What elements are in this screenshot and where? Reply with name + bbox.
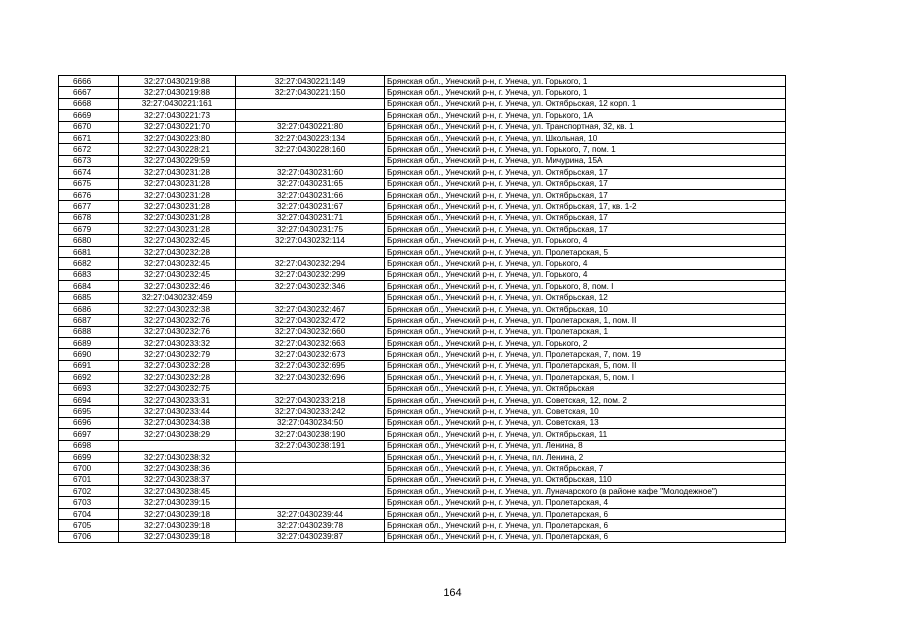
object-number-cell [236,451,385,462]
table-row [59,155,786,166]
row-number-cell: 6680 [59,235,119,246]
property-registry-table [58,75,786,543]
address-cell: Брянская обл., Унечский р-н, г. Унеча, ул. Горького, 7, пом. 1 [385,144,786,155]
object-number-cell: 32:27:0430238:191 [236,440,385,451]
table-row [59,326,786,337]
address-cell: Брянская обл., Унечский р-н, г. Унеча, ул. Октябрьская, 17 [385,212,786,223]
object-number-cell: 32:27:0430234:50 [236,417,385,428]
row-number-cell: 6675 [59,178,119,189]
table-row [59,360,786,371]
address-cell: Брянская обл., Унечский р-н, г. Унеча, ул. Пролетарская, 1 [385,326,786,337]
cadastral-number-cell: 32:27:0430232:45 [119,258,236,269]
cadastral-number-cell: 32:27:0430238:45 [119,486,236,497]
cadastral-number-cell: 32:27:0430232:46 [119,281,236,292]
object-number-cell: 32:27:0430231:65 [236,178,385,189]
address-cell: Брянская обл., Унечский р-н, г. Унеча, пл. Ленина, 2 [385,451,786,462]
row-number-cell: 6697 [59,429,119,440]
cadastral-number-cell: 32:27:0430233:44 [119,406,236,417]
object-number-cell: 32:27:0430232:696 [236,372,385,383]
object-number-cell: 32:27:0430221:80 [236,121,385,132]
object-number-cell [236,383,385,394]
address-cell: Брянская обл., Унечский р-н, г. Унеча, ул. Октябрьская, 17, кв. 1-2 [385,201,786,212]
object-number-cell: 32:27:0430231:66 [236,189,385,200]
row-number-cell: 6694 [59,394,119,405]
object-number-cell: 32:27:0430232:660 [236,326,385,337]
row-number-cell: 6692 [59,372,119,383]
row-number-cell: 6695 [59,406,119,417]
address-cell: Брянская обл., Унечский р-н, г. Унеча, ул. Горького, 1А [385,110,786,121]
cadastral-number-cell: 32:27:0430239:15 [119,497,236,508]
cadastral-number-cell: 32:27:0430231:28 [119,224,236,235]
table-row [59,258,786,269]
row-number-cell: 6674 [59,167,119,178]
table-row [59,224,786,235]
object-number-cell [236,486,385,497]
table-row [59,349,786,360]
cadastral-number-cell: 32:27:0430232:76 [119,326,236,337]
table-row [59,474,786,485]
cadastral-number-cell: 32:27:0430221:70 [119,121,236,132]
cadastral-number-cell: 32:27:0430232:28 [119,360,236,371]
address-cell: Брянская обл., Унечский р-н, г. Унеча, ул. Октябрьская, 17 [385,178,786,189]
address-cell: Брянская обл., Унечский р-н, г. Унеча, ул. Пролетарская, 5, пом. II [385,360,786,371]
row-number-cell: 6689 [59,337,119,348]
table-row [59,246,786,257]
address-cell: Брянская обл., Унечский р-н, г. Унеча, ул. Октябрьская, 12 [385,292,786,303]
address-cell: Брянская обл., Унечский р-н, г. Унеча, ул. Пролетарская, 1, пом. II [385,315,786,326]
cadastral-number-cell: 32:27:0430231:28 [119,212,236,223]
row-number-cell: 6683 [59,269,119,280]
address-cell: Брянская обл., Унечский р-н, г. Унеча, ул. Горького, 2 [385,337,786,348]
cadastral-number-cell: 32:27:0430233:31 [119,394,236,405]
row-number-cell: 6687 [59,315,119,326]
row-number-cell: 6698 [59,440,119,451]
cadastral-number-cell: 32:27:0430238:37 [119,474,236,485]
table-row [59,383,786,394]
table-row [59,132,786,143]
cadastral-number-cell: 32:27:0430219:88 [119,87,236,98]
address-cell: Брянская обл., Унечский р-н, г. Унеча, ул. Горького, 1 [385,87,786,98]
object-number-cell [236,98,385,109]
address-cell: Брянская обл., Унечский р-н, г. Унеча, ул. Мичурина, 15А [385,155,786,166]
cadastral-number-cell: 32:27:0430221:161 [119,98,236,109]
row-number-cell: 6702 [59,486,119,497]
row-number-cell: 6676 [59,189,119,200]
cadastral-number-cell: 32:27:0430238:36 [119,463,236,474]
table-row [59,281,786,292]
address-cell: Брянская обл., Унечский р-н, г. Унеча, ул. Пролетарская, 5 [385,246,786,257]
address-cell: Брянская обл., Унечский р-н, г. Унеча, ул. Пролетарская, 6 [385,508,786,519]
object-number-cell: 32:27:0430239:78 [236,520,385,531]
row-number-cell: 6681 [59,246,119,257]
object-number-cell: 32:27:0430221:149 [236,76,385,87]
object-number-cell: 32:27:0430223:134 [236,132,385,143]
row-number-cell: 6703 [59,497,119,508]
table-row [59,531,786,542]
table-row [59,76,786,87]
table-row [59,167,786,178]
row-number-cell: 6677 [59,201,119,212]
table-row [59,508,786,519]
address-cell: Брянская обл., Унечский р-н, г. Унеча, ул. Октябрьская, 10 [385,303,786,314]
address-cell: Брянская обл., Унечский р-н, г. Унеча, ул. Октябрьская, 17 [385,189,786,200]
table-row [59,121,786,132]
table-row [59,235,786,246]
object-number-cell: 32:27:0430232:346 [236,281,385,292]
table-row [59,451,786,462]
row-number-cell: 6693 [59,383,119,394]
row-number-cell: 6699 [59,451,119,462]
row-number-cell: 6672 [59,144,119,155]
object-number-cell: 32:27:0430231:60 [236,167,385,178]
cadastral-number-cell: 32:27:0430232:28 [119,372,236,383]
table-row [59,372,786,383]
address-cell: Брянская обл., Унечский р-н, г. Унеча, ул. Горького, 4 [385,235,786,246]
table-row [59,463,786,474]
table-row [59,110,786,121]
object-number-cell: 32:27:0430228:160 [236,144,385,155]
object-number-cell: 32:27:0430232:673 [236,349,385,360]
cadastral-number-cell: 32:27:0430231:28 [119,167,236,178]
cadastral-number-cell: 32:27:0430231:28 [119,201,236,212]
row-number-cell: 6686 [59,303,119,314]
row-number-cell: 6704 [59,508,119,519]
address-cell: Брянская обл., Унечский р-н, г. Унеча, ул. Пролетарская, 6 [385,520,786,531]
table-row [59,98,786,109]
cadastral-number-cell: 32:27:0430239:18 [119,531,236,542]
row-number-cell: 6679 [59,224,119,235]
row-number-cell: 6691 [59,360,119,371]
object-number-cell: 32:27:0430232:467 [236,303,385,314]
object-number-cell: 32:27:0430231:67 [236,201,385,212]
page-number: 164 [443,587,462,599]
cadastral-number-cell [119,440,236,451]
object-number-cell: 32:27:0430232:299 [236,269,385,280]
table-row [59,315,786,326]
address-cell: Брянская обл., Унечский р-н, г. Унеча, ул. Горького, 4 [385,269,786,280]
table-row [59,303,786,314]
object-number-cell [236,463,385,474]
table-row [59,201,786,212]
object-number-cell: 32:27:0430239:44 [236,508,385,519]
cadastral-number-cell: 32:27:0430232:76 [119,315,236,326]
row-number-cell: 6667 [59,87,119,98]
row-number-cell: 6705 [59,520,119,531]
object-number-cell: 32:27:0430233:218 [236,394,385,405]
address-cell: Брянская обл., Унечский р-н, г. Унеча, ул. Октябрьская, 11 [385,429,786,440]
row-number-cell: 6678 [59,212,119,223]
object-number-cell: 32:27:0430232:294 [236,258,385,269]
table-row [59,178,786,189]
address-cell: Брянская обл., Унечский р-н, г. Унеча, ул. Транспортная, 32, кв. 1 [385,121,786,132]
cadastral-number-cell: 32:27:0430223:80 [119,132,236,143]
object-number-cell [236,110,385,121]
table-row [59,144,786,155]
cadastral-number-cell: 32:27:0430232:45 [119,235,236,246]
object-number-cell: 32:27:0430232:663 [236,337,385,348]
cadastral-number-cell: 32:27:0430232:28 [119,246,236,257]
address-cell: Брянская обл., Унечский р-н, г. Унеча, ул. Пролетарская, 6 [385,531,786,542]
object-number-cell: 32:27:0430232:472 [236,315,385,326]
row-number-cell: 6666 [59,76,119,87]
row-number-cell: 6700 [59,463,119,474]
address-cell: Брянская обл., Унечский р-н, г. Унеча, ул. Луначарского (в районе кафе "Молодежное") [385,486,786,497]
address-cell: Брянская обл., Унечский р-н, г. Унеча, ул. Октябрьская, 17 [385,224,786,235]
address-cell: Брянская обл., Унечский р-н, г. Унеча, ул. Горького, 1 [385,76,786,87]
row-number-cell: 6701 [59,474,119,485]
table-row [59,337,786,348]
address-cell: Брянская обл., Унечский р-н, г. Унеча, ул. Октябрьская, 7 [385,463,786,474]
address-cell: Брянская обл., Унечский р-н, г. Унеча, ул. Ленина, 8 [385,440,786,451]
address-cell: Брянская обл., Унечский р-н, г. Унеча, ул. Школьная, 10 [385,132,786,143]
address-cell: Брянская обл., Унечский р-н, г. Унеча, ул. Горького, 4 [385,258,786,269]
table-row [59,486,786,497]
row-number-cell: 6682 [59,258,119,269]
table-row [59,212,786,223]
cadastral-number-cell: 32:27:0430221:73 [119,110,236,121]
registry-table-body [59,76,786,543]
object-number-cell: 32:27:0430232:114 [236,235,385,246]
row-number-cell: 6690 [59,349,119,360]
table-row [59,497,786,508]
row-number-cell: 6668 [59,98,119,109]
table-row [59,269,786,280]
row-number-cell: 6696 [59,417,119,428]
address-cell: Брянская обл., Унечский р-н, г. Унеча, ул. Пролетарская, 7, пом. 19 [385,349,786,360]
table-row [59,394,786,405]
object-number-cell: 32:27:0430238:190 [236,429,385,440]
row-number-cell: 6685 [59,292,119,303]
cadastral-number-cell: 32:27:0430219:88 [119,76,236,87]
cadastral-number-cell: 32:27:0430234:38 [119,417,236,428]
row-number-cell: 6706 [59,531,119,542]
address-cell: Брянская обл., Унечский р-н, г. Унеча, ул. Октябрьская, 17 [385,167,786,178]
table-row [59,292,786,303]
address-cell: Брянская обл., Унечский р-н, г. Унеча, ул. Советская, 13 [385,417,786,428]
cadastral-number-cell: 32:27:0430239:18 [119,508,236,519]
cadastral-number-cell: 32:27:0430238:29 [119,429,236,440]
cadastral-number-cell: 32:27:0430232:38 [119,303,236,314]
address-cell: Брянская обл., Унечский р-н, г. Унеча, ул. Пролетарская, 5, пом. I [385,372,786,383]
object-number-cell: 32:27:0430231:71 [236,212,385,223]
object-number-cell: 32:27:0430231:75 [236,224,385,235]
object-number-cell: 32:27:0430239:87 [236,531,385,542]
cadastral-number-cell: 32:27:0430232:79 [119,349,236,360]
table-row [59,189,786,200]
row-number-cell: 6671 [59,132,119,143]
table-row [59,440,786,451]
cadastral-number-cell: 32:27:0430229:59 [119,155,236,166]
cadastral-number-cell: 32:27:0430232:459 [119,292,236,303]
cadastral-number-cell: 32:27:0430228:21 [119,144,236,155]
address-cell: Брянская обл., Унечский р-н, г. Унеча, ул. Горького, 8, пом. I [385,281,786,292]
cadastral-number-cell: 32:27:0430232:75 [119,383,236,394]
object-number-cell: 32:27:0430221:150 [236,87,385,98]
object-number-cell [236,474,385,485]
address-cell: Брянская обл., Унечский р-н, г. Унеча, ул. Советская, 12, пом. 2 [385,394,786,405]
row-number-cell: 6669 [59,110,119,121]
object-number-cell: 32:27:0430233:242 [236,406,385,417]
address-cell: Брянская обл., Унечский р-н, г. Унеча, ул. Октябрьская, 110 [385,474,786,485]
cadastral-number-cell: 32:27:0430239:18 [119,520,236,531]
cadastral-number-cell: 32:27:0430231:28 [119,189,236,200]
object-number-cell [236,292,385,303]
table-row [59,417,786,428]
object-number-cell [236,497,385,508]
object-number-cell [236,155,385,166]
address-cell: Брянская обл., Унечский р-н, г. Унеча, ул. Октябрьская [385,383,786,394]
object-number-cell: 32:27:0430232:695 [236,360,385,371]
cadastral-number-cell: 32:27:0430232:45 [119,269,236,280]
address-cell: Брянская обл., Унечский р-н, г. Унеча, ул. Пролетарская, 4 [385,497,786,508]
address-cell: Брянская обл., Унечский р-н, г. Унеча, ул. Советская, 10 [385,406,786,417]
table-row [59,406,786,417]
row-number-cell: 6670 [59,121,119,132]
table-row [59,87,786,98]
row-number-cell: 6684 [59,281,119,292]
table-row [59,520,786,531]
cadastral-number-cell: 32:27:0430231:28 [119,178,236,189]
table-row [59,429,786,440]
row-number-cell: 6688 [59,326,119,337]
object-number-cell [236,246,385,257]
row-number-cell: 6673 [59,155,119,166]
cadastral-number-cell: 32:27:0430238:32 [119,451,236,462]
address-cell: Брянская обл., Унечский р-н, г. Унеча, ул. Октябрьская, 12 корп. 1 [385,98,786,109]
cadastral-number-cell: 32:27:0430233:32 [119,337,236,348]
